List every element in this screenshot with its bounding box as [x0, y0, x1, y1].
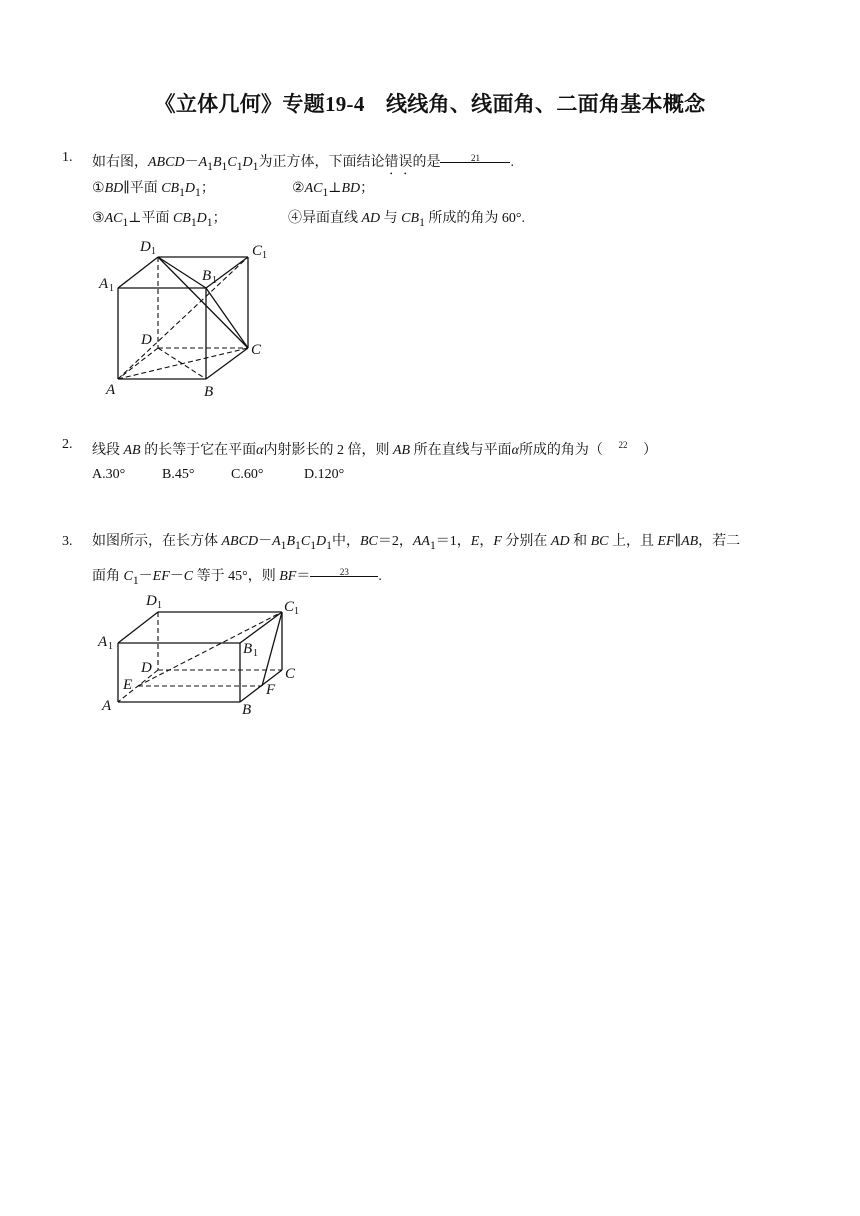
label-A: A: [106, 382, 116, 398]
option-4: ④异面直线 AD 与 $CB_1$ 所成的角为 60°.: [288, 211, 525, 229]
label-B: B: [242, 702, 252, 718]
svg-text:1: 1: [151, 246, 156, 257]
svg-text:1: 1: [253, 648, 258, 659]
question-3-number: 3.: [62, 534, 73, 549]
choice-d[interactable]: D.120°: [304, 467, 345, 482]
label-B1: B: [243, 641, 253, 657]
label-A1: A: [98, 634, 108, 650]
label-A: A: [102, 698, 112, 714]
answer-blank-21[interactable]: 21: [440, 148, 510, 163]
label-E: E: [123, 677, 133, 693]
choice-b[interactable]: B.45°: [162, 467, 195, 482]
svg-text:1: 1: [262, 250, 267, 261]
label-F: F: [266, 682, 276, 698]
label-C: C: [285, 666, 296, 682]
answer-slot-22[interactable]: 22: [618, 440, 628, 450]
choice-c[interactable]: C.60°: [231, 467, 264, 482]
svg-text:1: 1: [294, 606, 299, 617]
label-B1: B: [202, 268, 212, 284]
label-D1: D: [140, 239, 151, 255]
label-C1: C: [284, 599, 295, 615]
page-title: 《立体几何》专题19-4 线线角、线面角、二面角基本概念: [154, 92, 706, 116]
question-3-line-1: 如图所示，在长方体 $ABCD-A_1B_1C_1D_1$中，BC＝2，$AA_1=1$，E，F 分别在 AD 和 BC 上，且 EF∥AB，若二: [92, 534, 741, 552]
label-D1: D: [146, 593, 157, 609]
emphasis-wrong: 错误: [384, 155, 413, 170]
label-B: B: [204, 384, 214, 400]
label-D: D: [141, 660, 152, 676]
cube-figure: [90, 232, 290, 402]
label-C1: C: [252, 243, 263, 259]
answer-blank-23[interactable]: 23: [310, 562, 378, 577]
label-C: C: [251, 342, 262, 358]
svg-text:1: 1: [109, 283, 114, 294]
label-D: D: [141, 332, 152, 348]
svg-text:1: 1: [157, 600, 162, 611]
svg-text:1: 1: [212, 275, 217, 286]
option-2: $②AC_1\perp BD$；: [292, 181, 375, 199]
question-2-number: 2.: [62, 437, 73, 452]
question-1-stem: 如右图，$ABCD-A_1B_1C_1D_1$为正方体，下面结论错误的是 $^{21}$ .: [92, 148, 514, 178]
box-figure: [92, 586, 312, 718]
question-2-stem: 线段 AB 的长等于它在平面α内射影长的 2 倍，则 AB 所在直线与平面α所成的角为（ $^{22}$ ）: [92, 435, 657, 461]
question-1-number: 1.: [62, 150, 73, 165]
option-1: ①BD∥平面 $CB_1D_1$；: [92, 181, 215, 199]
svg-text:1: 1: [108, 641, 113, 652]
choice-a[interactable]: A.30°: [92, 467, 126, 482]
question-3-line-2: 面角 $C_1-EF-C$ 等于 45°，则 BF＝ $^{23}$ .: [92, 562, 382, 591]
option-3: $③AC_1\perp$平面 $CB_1D_1$；: [92, 211, 227, 229]
label-A1: A: [99, 276, 109, 292]
